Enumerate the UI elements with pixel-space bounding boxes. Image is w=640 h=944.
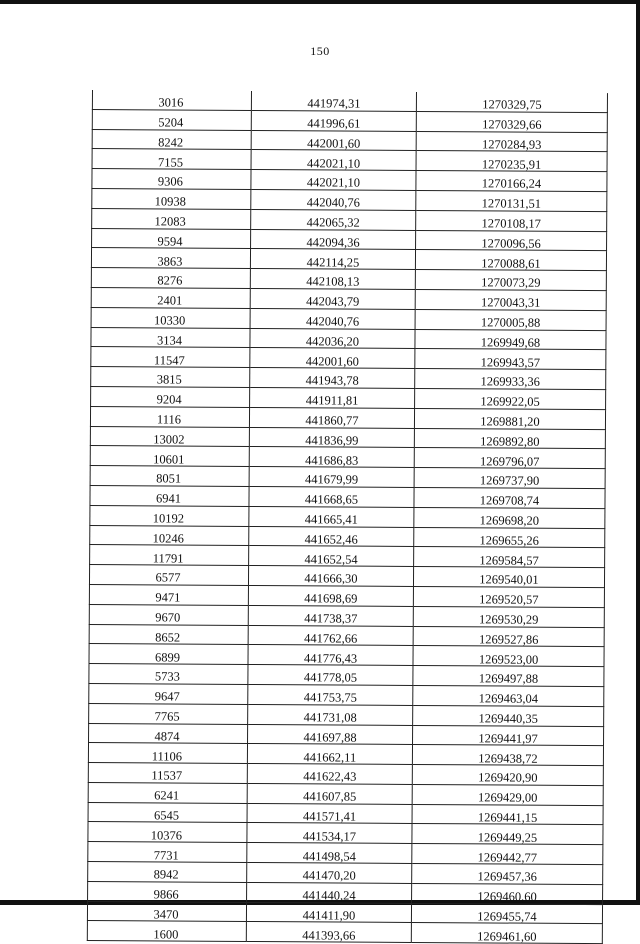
table-row: [92, 208, 607, 231]
y-coordinate-cell: 1270005,88: [415, 309, 606, 330]
coordinates-table: [87, 90, 608, 944]
point-number-cell: 5733: [89, 664, 248, 685]
y-coordinate-cell: 1269737,90: [414, 468, 605, 489]
x-coordinate-cell: 441911,81: [250, 387, 415, 408]
x-coordinate-cell: 441652,46: [249, 526, 414, 547]
table-row: [92, 90, 607, 112]
x-coordinate-cell: 441776,43: [248, 645, 413, 666]
point-number-cell: 9866: [88, 881, 247, 902]
point-number-cell: 3470: [87, 901, 246, 922]
x-coordinate-cell: 441738,37: [248, 605, 413, 626]
point-number-cell: 3815: [91, 367, 250, 388]
y-coordinate-cell: 1269527,86: [413, 626, 604, 647]
x-coordinate-cell: 441778,05: [248, 665, 413, 686]
y-coordinate-cell: 1270329,66: [416, 111, 607, 132]
table-row: [90, 525, 605, 548]
page-number: 150: [310, 44, 330, 58]
point-number-cell: 6241: [88, 782, 247, 803]
x-coordinate-cell: 441686,83: [249, 447, 414, 468]
y-coordinate-cell: 1270043,31: [415, 289, 606, 310]
point-number-cell: 10601: [90, 446, 249, 467]
y-coordinate-cell: 1270108,17: [416, 210, 607, 231]
table-row: [89, 683, 604, 706]
point-number-cell: 9670: [89, 604, 248, 625]
table-row: [88, 782, 603, 805]
x-coordinate-cell: 441662,11: [247, 744, 412, 765]
x-coordinate-cell: 442001,60: [250, 348, 415, 369]
y-coordinate-cell: 1270166,24: [416, 171, 607, 192]
table-row: [88, 842, 603, 865]
table-row: [89, 703, 604, 726]
x-coordinate-cell: 441666,30: [248, 566, 413, 587]
y-coordinate-cell: 1270284,93: [416, 131, 607, 152]
point-number-cell: 2401: [91, 287, 250, 308]
point-number-cell: 4874: [89, 723, 248, 744]
x-coordinate-cell: 441665,41: [249, 506, 414, 527]
y-coordinate-cell: 1269461,60: [411, 923, 602, 944]
scan-edge-top: [0, 0, 640, 4]
point-number-cell: 9647: [89, 683, 248, 704]
x-coordinate-cell: 441470,20: [247, 863, 412, 884]
y-coordinate-cell: 1269530,29: [413, 606, 604, 627]
table-row: [92, 129, 607, 152]
table-row: [88, 881, 603, 904]
y-coordinate-cell: 1269540,01: [413, 567, 604, 588]
table-row: [90, 426, 605, 449]
x-coordinate-cell: 441393,66: [246, 922, 411, 943]
point-number-cell: 8242: [92, 129, 251, 150]
y-coordinate-cell: 1269698,20: [414, 507, 605, 528]
table-row: [92, 228, 607, 251]
x-coordinate-cell: 441411,90: [246, 902, 411, 923]
y-coordinate-cell: 1269457,36: [412, 864, 603, 885]
table-row: [92, 169, 607, 192]
x-coordinate-cell: 442001,60: [251, 130, 416, 151]
x-coordinate-cell: 441762,66: [248, 625, 413, 646]
table-row: [90, 466, 605, 489]
table-row: [91, 327, 606, 350]
x-coordinate-cell: 441974,31: [251, 91, 416, 111]
y-coordinate-cell: 1269892,80: [414, 428, 605, 449]
point-number-cell: 6577: [89, 565, 248, 586]
table-row: [89, 565, 604, 588]
x-coordinate-cell: 441652,54: [249, 546, 414, 567]
coordinates-table-body: [87, 90, 607, 944]
x-coordinate-cell: 441498,54: [247, 843, 412, 864]
y-coordinate-cell: 1269949,68: [415, 329, 606, 350]
point-number-cell: 10246: [90, 525, 249, 546]
point-number-cell: 9204: [91, 386, 250, 407]
y-coordinate-cell: 1269463,04: [413, 685, 604, 706]
point-number-cell: 10192: [90, 505, 249, 526]
table-row: [91, 307, 606, 330]
y-coordinate-cell: 1269708,74: [414, 487, 605, 508]
table-row: [92, 149, 607, 172]
table-row: [91, 347, 606, 370]
table-row: [91, 287, 606, 310]
y-coordinate-cell: 1269943,57: [415, 349, 606, 370]
y-coordinate-cell: 1269429,00: [412, 784, 603, 805]
table-row: [89, 624, 604, 647]
x-coordinate-cell: 441836,99: [249, 427, 414, 448]
point-number-cell: 8942: [88, 862, 247, 883]
y-coordinate-cell: 1269455,74: [411, 903, 602, 924]
table-row: [90, 446, 605, 469]
table-row: [88, 763, 603, 786]
point-number-cell: 7765: [89, 703, 248, 724]
point-number-cell: 11106: [88, 743, 247, 764]
x-coordinate-cell: 442036,20: [250, 328, 415, 349]
y-coordinate-cell: 1269460,60: [412, 883, 603, 904]
table-row: [90, 545, 605, 568]
x-coordinate-cell: 442043,79: [250, 288, 415, 309]
point-number-cell: 9471: [89, 584, 248, 605]
point-number-cell: 3863: [91, 248, 250, 269]
point-number-cell: 10330: [91, 307, 250, 328]
x-coordinate-cell: 441753,75: [248, 684, 413, 705]
x-coordinate-cell: 442021,10: [251, 170, 416, 191]
x-coordinate-cell: 441731,08: [248, 704, 413, 725]
table-row: [91, 268, 606, 291]
y-coordinate-cell: 1269440,35: [413, 705, 604, 726]
y-coordinate-cell: 1269520,57: [413, 586, 604, 607]
table-row: [91, 367, 606, 390]
table-row: [92, 188, 607, 211]
point-number-cell: 3134: [91, 327, 250, 348]
y-coordinate-cell: 1270329,75: [416, 92, 607, 112]
x-coordinate-cell: 442094,36: [251, 229, 416, 250]
x-coordinate-cell: 442108,13: [250, 269, 415, 290]
point-number-cell: 1600: [87, 921, 246, 942]
y-coordinate-cell: 1269449,25: [412, 824, 603, 845]
x-coordinate-cell: 441440,24: [247, 882, 412, 903]
x-coordinate-cell: 442065,32: [251, 209, 416, 230]
table-row: [89, 664, 604, 687]
point-number-cell: 8051: [90, 466, 249, 487]
y-coordinate-cell: 1269441,15: [412, 804, 603, 825]
point-number-cell: 11537: [88, 763, 247, 784]
table-row: [91, 386, 606, 409]
y-coordinate-cell: 1270096,56: [416, 230, 607, 251]
point-number-cell: 1116: [90, 406, 249, 427]
x-coordinate-cell: 441860,77: [249, 407, 414, 428]
point-number-cell: 6899: [89, 644, 248, 665]
y-coordinate-cell: 1269655,26: [414, 527, 605, 548]
point-number-cell: 10376: [88, 822, 247, 843]
table-row: [90, 485, 605, 508]
y-coordinate-cell: 1269497,88: [413, 666, 604, 687]
x-coordinate-cell: 441571,41: [247, 803, 412, 824]
x-coordinate-cell: 442040,76: [251, 189, 416, 210]
point-number-cell: 6545: [88, 802, 247, 823]
x-coordinate-cell: 442021,10: [251, 150, 416, 171]
point-number-cell: 11547: [91, 347, 250, 368]
table-row: [91, 248, 606, 271]
table-row: [89, 723, 604, 746]
point-number-cell: 5204: [92, 109, 251, 130]
table-row: [88, 743, 603, 766]
x-coordinate-cell: 442040,76: [250, 308, 415, 329]
point-number-cell: 13002: [90, 426, 249, 447]
point-number-cell: 7155: [92, 149, 251, 170]
y-coordinate-cell: 1270131,51: [416, 190, 607, 211]
table-row: [88, 862, 603, 885]
table-row: [89, 584, 604, 607]
scan-edge-right: [636, 0, 640, 905]
x-coordinate-cell: 441534,17: [247, 823, 412, 844]
point-number-cell: 12083: [92, 208, 251, 229]
y-coordinate-cell: 1269922,05: [415, 388, 606, 409]
x-coordinate-cell: 441697,88: [248, 724, 413, 745]
y-coordinate-cell: 1269441,97: [413, 725, 604, 746]
y-coordinate-cell: 1270088,61: [415, 250, 606, 271]
y-coordinate-cell: 1269796,07: [414, 448, 605, 469]
x-coordinate-cell: 441943,78: [250, 368, 415, 389]
y-coordinate-cell: 1269933,36: [415, 369, 606, 390]
point-number-cell: 6941: [90, 485, 249, 506]
table-row: [87, 921, 602, 944]
point-number-cell: 10938: [92, 188, 251, 209]
table-row: [90, 505, 605, 528]
point-number-cell: 9306: [92, 169, 251, 190]
table-row: [92, 109, 607, 132]
y-coordinate-cell: 1269420,90: [412, 765, 603, 786]
x-coordinate-cell: 441679,99: [249, 467, 414, 488]
point-number-cell: 9594: [92, 228, 251, 249]
x-coordinate-cell: 441668,65: [249, 486, 414, 507]
y-coordinate-cell: 1269523,00: [413, 646, 604, 667]
point-number-cell: 8652: [89, 624, 248, 645]
x-coordinate-cell: 441622,43: [247, 764, 412, 785]
table-row: [89, 604, 604, 627]
point-number-cell: 8276: [91, 268, 250, 289]
x-coordinate-cell: 441996,61: [251, 110, 416, 131]
x-coordinate-cell: 442114,25: [250, 249, 415, 270]
y-coordinate-cell: 1269442,77: [412, 844, 603, 865]
x-coordinate-cell: 441607,85: [247, 783, 412, 804]
x-coordinate-cell: 441698,69: [248, 585, 413, 606]
y-coordinate-cell: 1269881,20: [414, 408, 605, 429]
point-number-cell: 7731: [88, 842, 247, 863]
point-number-cell: 3016: [92, 90, 251, 110]
y-coordinate-cell: 1269438,72: [412, 745, 603, 766]
y-coordinate-cell: 1270235,91: [416, 151, 607, 172]
table-row: [89, 644, 604, 667]
table-row: [90, 406, 605, 429]
table-row: [88, 802, 603, 825]
point-number-cell: 11791: [90, 545, 249, 566]
y-coordinate-cell: 1270073,29: [415, 270, 606, 291]
table-row: [88, 822, 603, 845]
y-coordinate-cell: 1269584,57: [414, 547, 605, 568]
